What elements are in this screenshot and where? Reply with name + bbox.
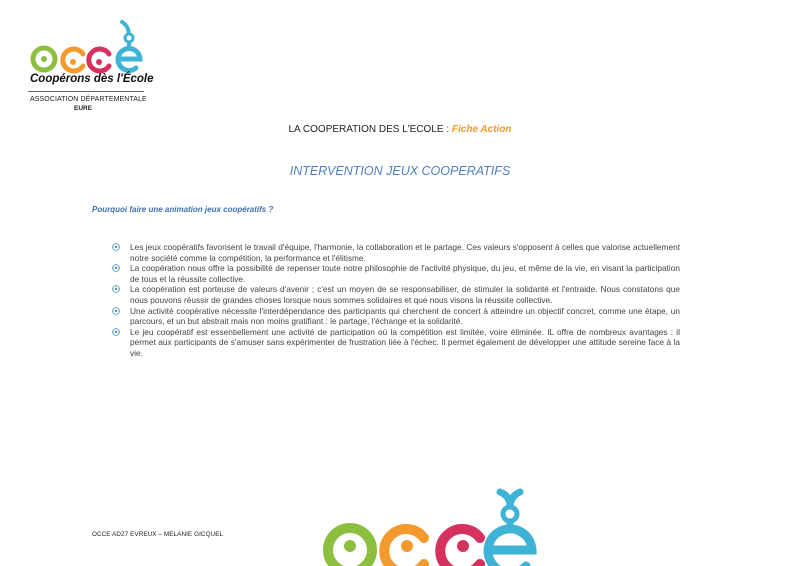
list-item (110, 263, 680, 284)
brand-association: ASSOCIATION DÉPARTEMENTALE (30, 96, 147, 103)
brand-department: EURE (74, 105, 93, 112)
soccer-ball-icon (112, 264, 120, 272)
soccer-ball-icon (112, 285, 120, 293)
occe-logo-mark (26, 18, 156, 78)
footer-credit: OCCE AD27 EVREUX – MELANIE GICQUEL (92, 531, 224, 538)
list-item-text: La coopération est porteuse de valeurs d'avenir ; c'est un moyen de se responsabiliser, de stimuler la solidarité et l'entraide. Nous constatons que nous pouvons réussir de grandes choses lorsque nous sommes solidaires et que nous visons la réussite collective. (130, 284, 680, 305)
list-item-text: Une activité coopérative nécessite l'interdépendance des participants qui cherchent de concert à atteindre un objectif concret, comme une étape, un parcours, et un but abstrait mais non moins gratifiant : le partage, l'échange et la solidarité. (130, 305, 680, 327)
soccer-ball-icon (112, 243, 120, 251)
document-header (0, 124, 800, 135)
header-accent: Fiche Action (451, 124, 512, 135)
list-item-text: La coopération nous offre la possibilité de repenser toute notre philosophie de l'activité physique, du jeu, et même de la vie, en visant la participation de tous et la réussite collective. (130, 263, 680, 284)
occe-logo (26, 18, 156, 118)
footer-occe-logo (320, 488, 550, 566)
list-item (110, 284, 680, 305)
header-prefix: LA COOPERATION DES L'ECOLE : (288, 124, 452, 135)
brand-divider (28, 91, 144, 92)
list-item-text: Les jeux coopératifs favorisent le travail d'équipe, l'harmonie, la collaboration et le partage. Ces valeurs s'opposent à celles que valorise actuellement notre société comme la compétition, la performance et l'élitisme. (130, 242, 680, 263)
page-title: INTERVENTION JEUX COOPERATIFS (289, 164, 511, 178)
list-item-text: Le jeu coopératif est essentiellement une activité de participation où la compétition est limitée, voire éliminée. IL offre de nombreux avantages : il permet aux participants de s'amuser sans expérimenter de frustration liée à l'échec. Il permet également de développer une attitude sereine face à la vie. (130, 326, 680, 358)
list-item (110, 306, 680, 327)
brand-tagline: Coopérons dès l'École (30, 73, 154, 85)
soccer-ball-icon (112, 328, 120, 336)
soccer-ball-icon (112, 307, 120, 315)
bullet-list (110, 242, 680, 359)
list-item (110, 242, 680, 263)
section-question: Pourquoi faire une animation jeux coopératifs ? (92, 205, 274, 214)
list-item (110, 327, 680, 359)
